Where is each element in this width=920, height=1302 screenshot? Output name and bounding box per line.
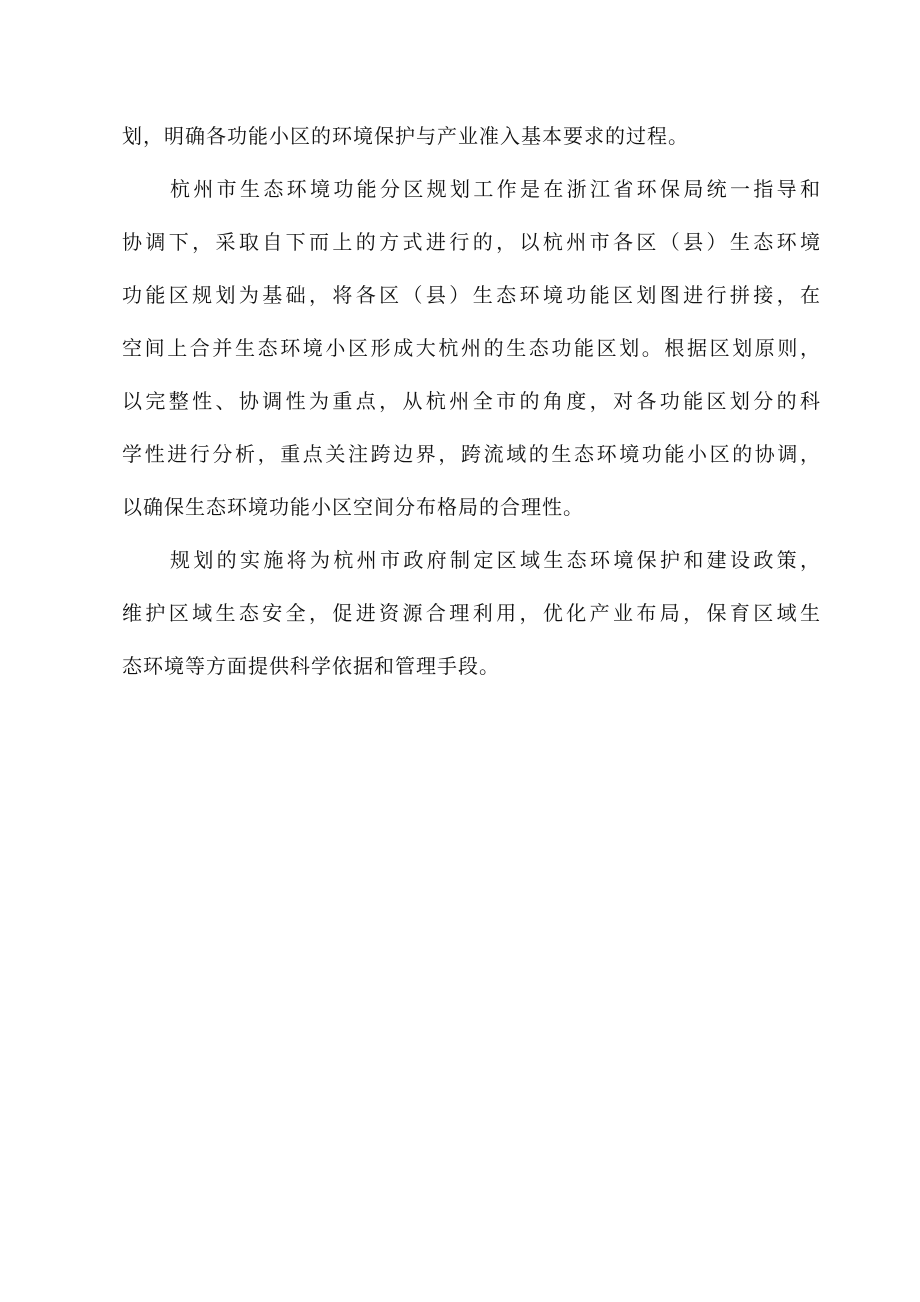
paragraph-line: 学性进行分析，重点关注跨边界，跨流域的生态环境功能小区的协调， <box>122 442 820 466</box>
paragraph-line: 以确保生态环境功能小区空间分布格局的合理性。 <box>122 495 584 519</box>
paragraph-line: 规划的实施将为杭州市政府制定区域生态环境保护和建设政策， <box>170 548 820 572</box>
paragraph-1 <box>122 117 820 170</box>
paragraph-line: 功能区规划为基础，将各区（县）生态环境功能区划图进行拼接，在 <box>122 283 820 307</box>
paragraph-line: 杭州市生态环境功能分区规划工作是在浙江省环保局统一指导和 <box>170 177 820 201</box>
paragraph-line: 维护区域生态安全，促进资源合理利用，优化产业布局，保育区域生 <box>122 601 820 625</box>
paragraph-line: 协调下，采取自下而上的方式进行的，以杭州市各区（县）生态环境 <box>122 230 820 254</box>
paragraph-line: 空间上合并生态环境小区形成大杭州的生态功能区划。根据区划原则， <box>122 336 820 360</box>
document-body <box>122 117 820 700</box>
paragraph-line: 态环境等方面提供科学依据和管理手段。 <box>122 654 500 678</box>
paragraph-line: 以完整性、协调性为重点，从杭州全市的角度，对各功能区划分的科 <box>122 389 820 413</box>
paragraph-line: 划，明确各功能小区的环境保护与产业准入基本要求的过程。 <box>122 124 689 148</box>
paragraph-3 <box>122 541 820 700</box>
paragraph-2 <box>122 170 820 541</box>
